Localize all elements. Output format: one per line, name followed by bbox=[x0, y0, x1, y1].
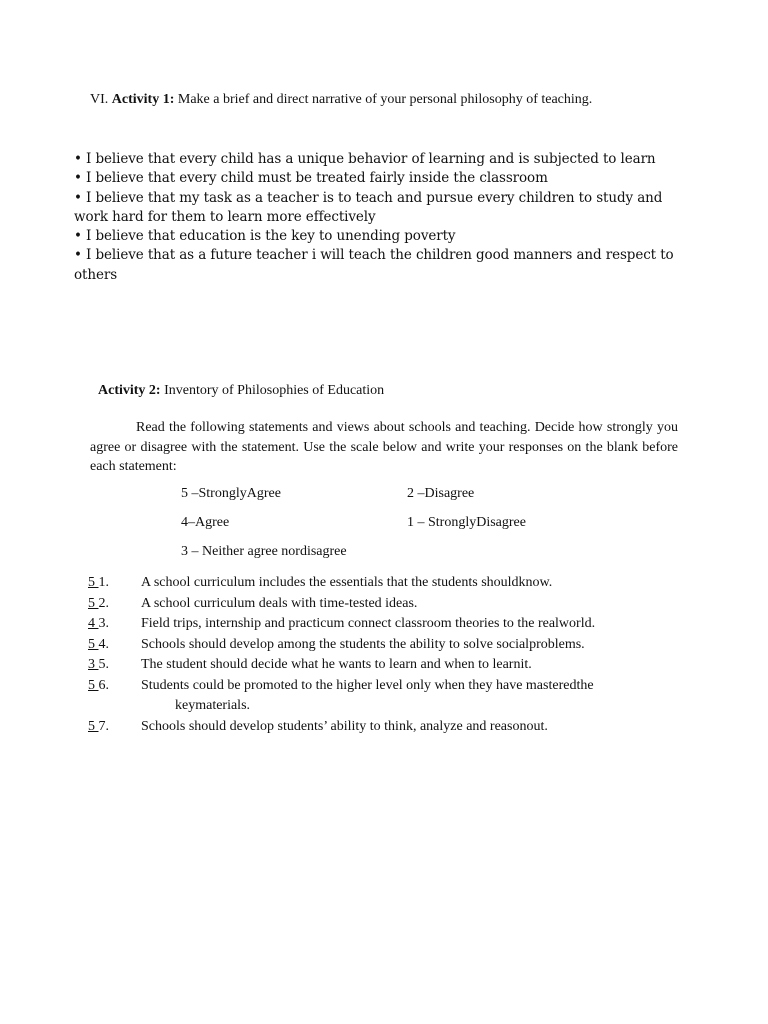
response-value: 3 bbox=[88, 657, 95, 672]
response-blank[interactable] bbox=[88, 655, 109, 676]
statements-list bbox=[88, 573, 688, 737]
statement-number: 5. bbox=[98, 657, 109, 672]
activity-1-label: Activity 1: bbox=[111, 92, 175, 107]
scale-strongly-agree: 5 –StronglyAgree bbox=[181, 486, 281, 501]
response-blank[interactable] bbox=[88, 594, 109, 615]
statement-row bbox=[88, 676, 688, 717]
statement-text: Schools should develop students’ ability to think, analyze and reasonout. bbox=[141, 718, 548, 734]
statement-text: The student should decide what he wants to learn and when to learnit. bbox=[141, 657, 532, 672]
scale-agree: 4–Agree bbox=[181, 515, 230, 530]
statement-row bbox=[88, 655, 688, 676]
statement-row bbox=[88, 614, 688, 635]
statement-text: A school curriculum includes the essentials that the students shouldknow. bbox=[141, 575, 553, 590]
scale-strongly-disagree: 1 – StronglyDisagree bbox=[407, 515, 526, 530]
statement-row bbox=[88, 635, 688, 656]
statement-text: Schools should develop among the students the ability to solve socialproblems. bbox=[141, 636, 585, 652]
response-blank[interactable] bbox=[88, 717, 109, 738]
response-blank[interactable] bbox=[88, 573, 109, 594]
response-value: 5 bbox=[88, 636, 95, 652]
statement-text: A school curriculum deals with time-tested ideas. bbox=[141, 595, 418, 611]
statement-number: 6. bbox=[98, 677, 109, 693]
activity-2-heading bbox=[98, 383, 384, 399]
response-value: 5 bbox=[88, 595, 95, 611]
activity-2-label: Activity 2: bbox=[98, 383, 161, 398]
response-value: 5 bbox=[88, 677, 95, 693]
response-value: 5 bbox=[88, 718, 95, 734]
scale-disagree: 2 –Disagree bbox=[407, 486, 475, 501]
statement-text-line: Students could be promoted to the higher level only when they have masteredthe bbox=[141, 677, 594, 693]
statement-text: Field trips, internship and practicum connect classroom theories to the realworld. bbox=[141, 616, 596, 631]
response-value: 5 bbox=[88, 575, 95, 590]
response-blank[interactable] bbox=[88, 614, 109, 635]
statement-row bbox=[88, 573, 688, 594]
belief-item: • I believe that every child must be treated fairly inside the classroom bbox=[74, 170, 548, 187]
belief-item: • I believe that as a future teacher i will teach the children good manners and respect to others bbox=[74, 247, 674, 283]
statement-number: 3. bbox=[98, 616, 109, 631]
response-blank[interactable] bbox=[88, 676, 109, 697]
statement-number: 4. bbox=[98, 636, 109, 652]
statement-number: 1. bbox=[98, 575, 109, 590]
statement-number: 7. bbox=[98, 718, 109, 734]
statement-row bbox=[88, 594, 688, 615]
statement-row bbox=[88, 717, 688, 738]
activity-2-title: Inventory of Philosophies of Education bbox=[160, 383, 385, 398]
belief-item: • I believe that education is the key to unending poverty bbox=[74, 228, 456, 245]
activity-1-heading bbox=[90, 92, 592, 108]
activity-1-prompt: Make a brief and direct narrative of your personal philosophy of teaching. bbox=[174, 92, 593, 107]
response-value: 4 bbox=[88, 616, 95, 631]
statement-text-continuation: keymaterials. bbox=[175, 698, 251, 713]
scale-neither: 3 – Neither agree nordisagree bbox=[181, 544, 347, 559]
belief-item: • I believe that my task as a teacher is to teach and pursue every children to study and work hard for them to learn more effectively bbox=[74, 189, 663, 225]
statement-text bbox=[141, 676, 594, 717]
section-number: VI. bbox=[90, 92, 112, 107]
beliefs-list bbox=[74, 150, 694, 285]
belief-item: • I believe that every child has a unique behavior of learning and is subjected to learn bbox=[74, 151, 656, 167]
statement-number: 2. bbox=[98, 595, 109, 611]
response-blank[interactable] bbox=[88, 635, 109, 656]
instructions-paragraph: Read the following statements and views about schools and teaching. Decide how strongly you agree or disagree with the statement. Use the scale below and write your responses on the blank before each statement: bbox=[90, 420, 678, 474]
